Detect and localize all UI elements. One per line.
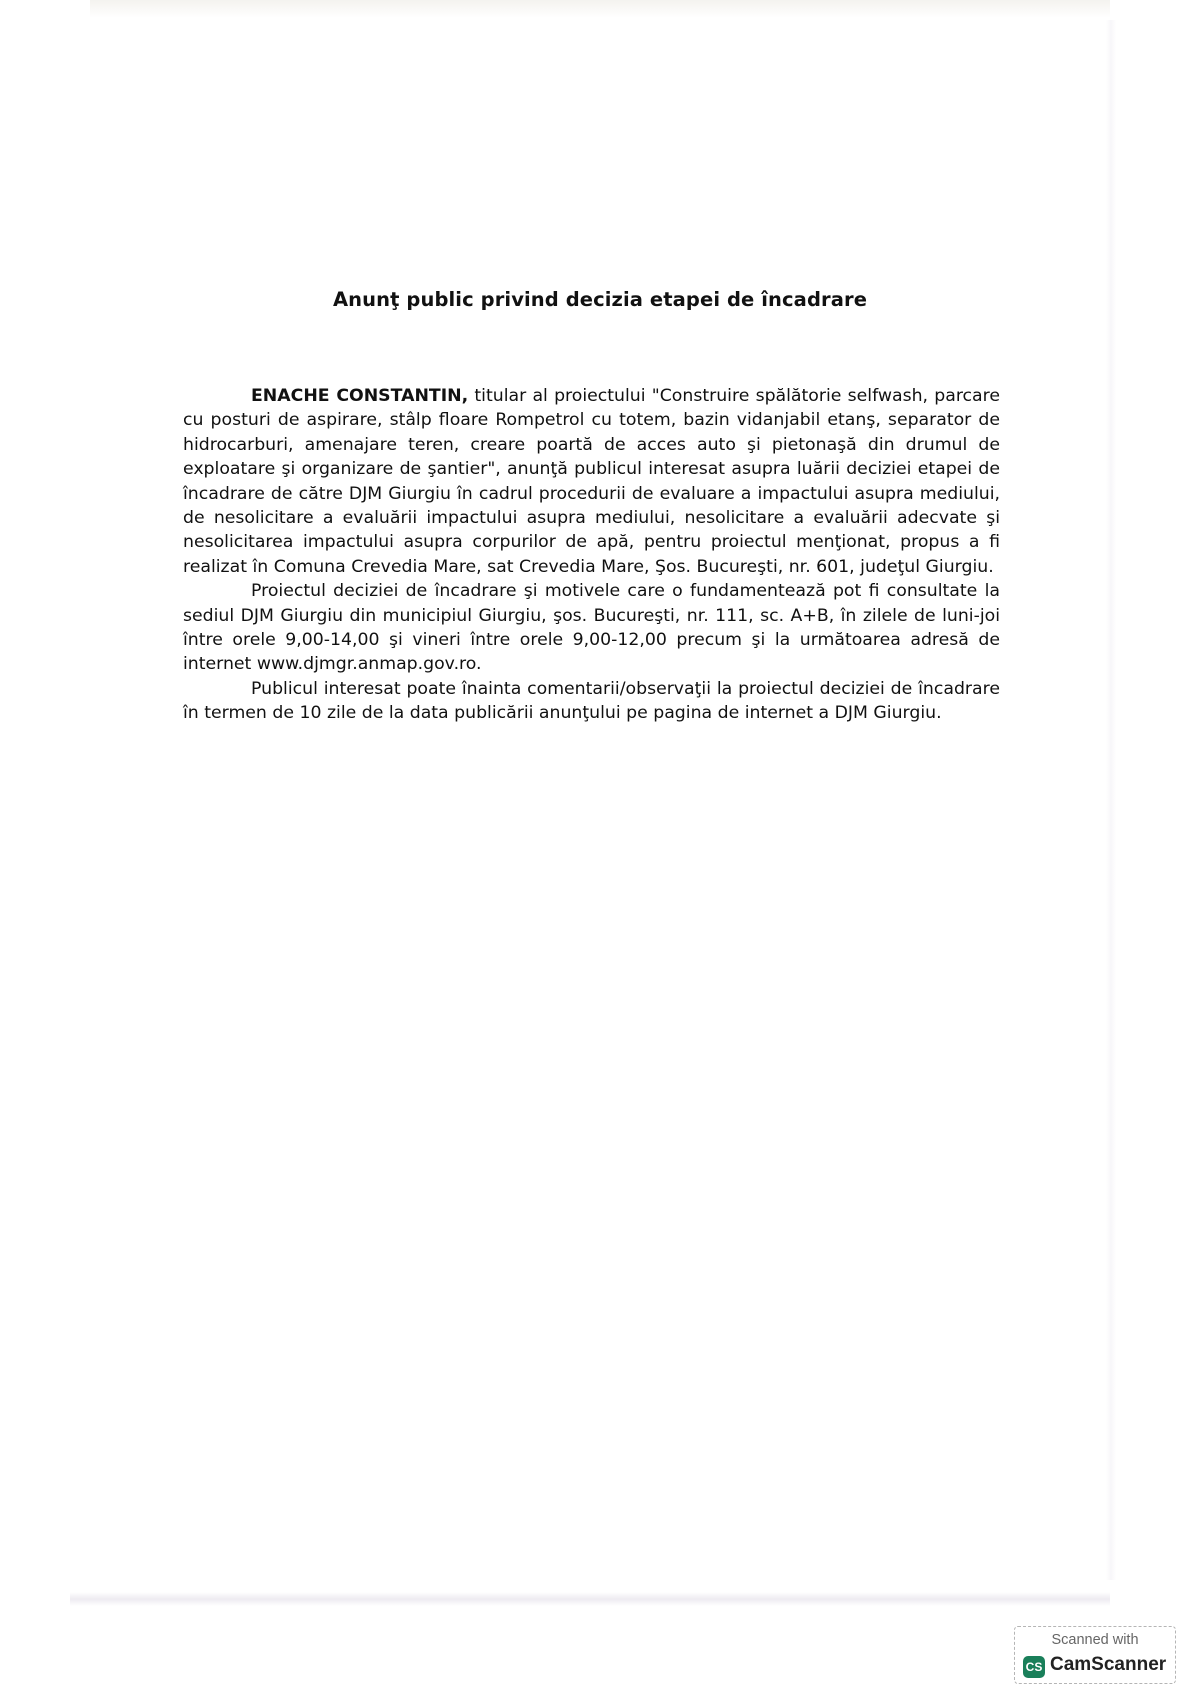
paragraph-2: Proiectul deciziei de încadrare şi motivele care o fundamentează pot fi consultate la sediul DJM Giurgiu din municipiul Giurgiu, şos. Bucureşti, nr. 111, sc. A+B, în zilele de luni-joi între orele 9,00-14,00 şi vineri între orele 9,00-12,00 precum şi la următoarea adresă de internet www.djmgr.anmap.gov.ro. — [183, 581, 1000, 675]
paragraph-3: Publicul interesat poate înainta comentarii/observaţii la proiectul deciziei de încadrare în termen de 10 zile de la data publicării anunţului pe pagina de internet a DJM Giurgiu. — [183, 678, 1000, 724]
applicant-name: ENACHE CONSTANTIN, — [251, 386, 469, 406]
camscanner-brand: CamScanner — [1050, 1654, 1167, 1675]
document-title: Anunţ public privind decizia etapei de încadrare — [332, 288, 868, 311]
scanned-with-label: Scanned with — [1051, 1632, 1139, 1648]
scan-shadow-right — [1106, 20, 1116, 1580]
scan-shadow-bottom — [70, 1592, 1110, 1606]
paragraph-1 — [183, 384, 1000, 579]
camscanner-watermark — [1014, 1626, 1176, 1684]
scan-shadow-top — [90, 0, 1110, 18]
document-body — [183, 384, 1000, 726]
paragraph-1-text: titular al proiectului "Construire spălătorie selfwash, parcare cu posturi de aspirare, stâlp floare Rompetrol cu totem, bazin vidanjabil etanş, separator de hidrocarburi, amenajare teren, creare poartă de acces auto şi pietonaşă din drumul de exploatare şi organizare de şantier", anunţă publicul interesat asupra luării deciziei etapei de încadrare de către DJM Giurgiu în cadrul procedurii de evaluare a impactului asupra mediului, de nesolicitare a evaluării impactului asupra mediului, nesolicitare a evaluării adecvate şi nesolicitarea impactului asupra corpurilor de apă, pentru proiectul menţionat, propus a fi realizat în Comuna Crevedia Mare, sat Crevedia Mare, Şos. Bucureşti, nr. 601, judeţul Giurgiu. — [183, 386, 1000, 577]
camscanner-logo-icon: CS — [1023, 1656, 1045, 1678]
